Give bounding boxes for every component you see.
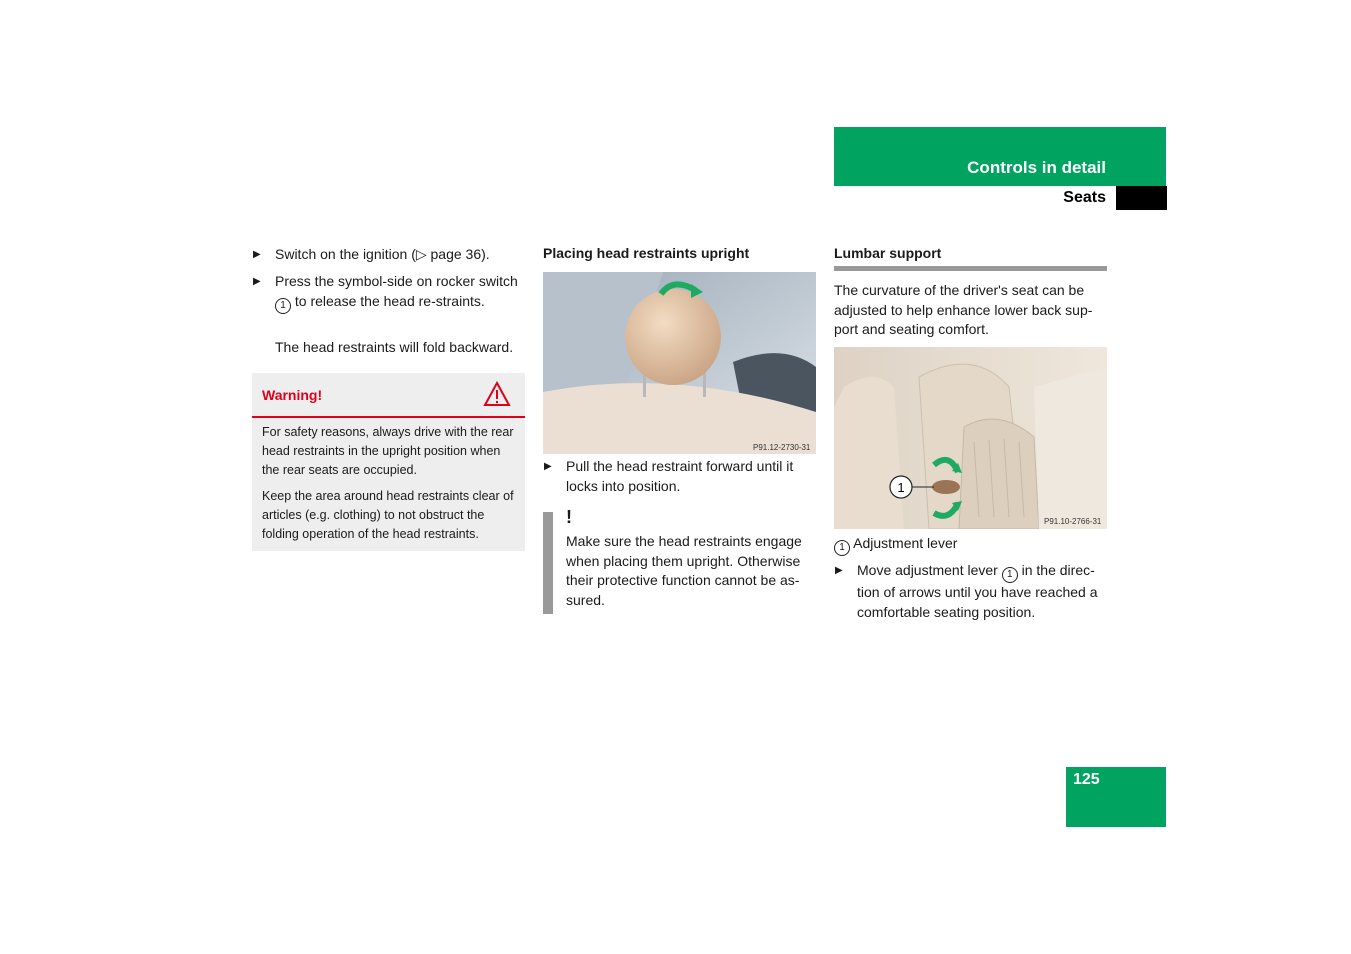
legend-text: Adjustment lever <box>853 535 958 551</box>
triangle-bullet-icon: ▶ <box>544 461 552 472</box>
callout-marker: 1 <box>834 540 850 556</box>
warning-divider <box>252 416 525 418</box>
step-text: in the direc-tion of arrows until you have reached a comfortable seating position. <box>857 562 1098 620</box>
note-bar <box>543 512 553 614</box>
step-text: to release the head re-straints. <box>291 292 485 309</box>
result-text: The head restraints will fold backward. <box>275 339 514 355</box>
head-restraint-image <box>543 272 816 454</box>
step-move-lever <box>857 561 1109 622</box>
triangle-bullet-icon: ▶ <box>253 249 261 260</box>
section-title: Controls in detail <box>967 158 1106 177</box>
lumbar-intro: The curvature of the driver's seat can be adjusted to help enhance lower back sup-port and seating comfort. <box>834 282 1093 337</box>
warning-title: Warning! <box>262 387 323 403</box>
note-exclamation-icon: ! <box>566 507 572 527</box>
warning-box <box>252 373 525 551</box>
warning-paragraph: For safety reasons, always drive with the rear head restraints in the upright position when the rear seats are occupied. <box>262 425 514 477</box>
step-rocker-switch <box>275 272 525 314</box>
legend-adjustment-lever <box>834 534 1107 556</box>
image-callout: 1 <box>897 480 905 495</box>
subsection-title: Seats <box>1063 189 1106 206</box>
heading-lumbar-support: Lumbar support <box>834 245 942 261</box>
note-text: Make sure the head restraints engage when placing them upright. Otherwise their protective function cannot be as-sured. <box>566 533 802 608</box>
callout-marker: 1 <box>1002 567 1018 583</box>
callout-marker: 1 <box>275 298 291 314</box>
heading-head-restraints: Placing head restraints upright <box>543 245 750 261</box>
triangle-bullet-icon: ▶ <box>253 276 261 287</box>
step-switch-ignition: Switch on the ignition (▷ page 36). <box>275 246 490 262</box>
heading-rule <box>834 266 1107 271</box>
image-caption: P91.12-2730-31 <box>753 443 811 452</box>
subsection-tab <box>1116 186 1167 210</box>
lumbar-support-image <box>834 347 1107 529</box>
step-pull-head-restraint: Pull the head restraint forward until it locks into position. <box>566 458 794 494</box>
step-text: Move adjustment lever <box>857 562 1002 578</box>
page-number: 125 <box>1073 771 1100 788</box>
warning-triangle-icon <box>483 381 511 407</box>
triangle-bullet-icon: ▶ <box>835 565 843 576</box>
warning-paragraph: Keep the area around head restraints clear of articles (e.g. clothing) to not obstruct the folding operation of the head restraints. <box>262 489 514 541</box>
image-caption: P91.10-2766-31 <box>1044 517 1102 526</box>
step-text: Press the symbol-side on rocker switch <box>275 273 518 289</box>
